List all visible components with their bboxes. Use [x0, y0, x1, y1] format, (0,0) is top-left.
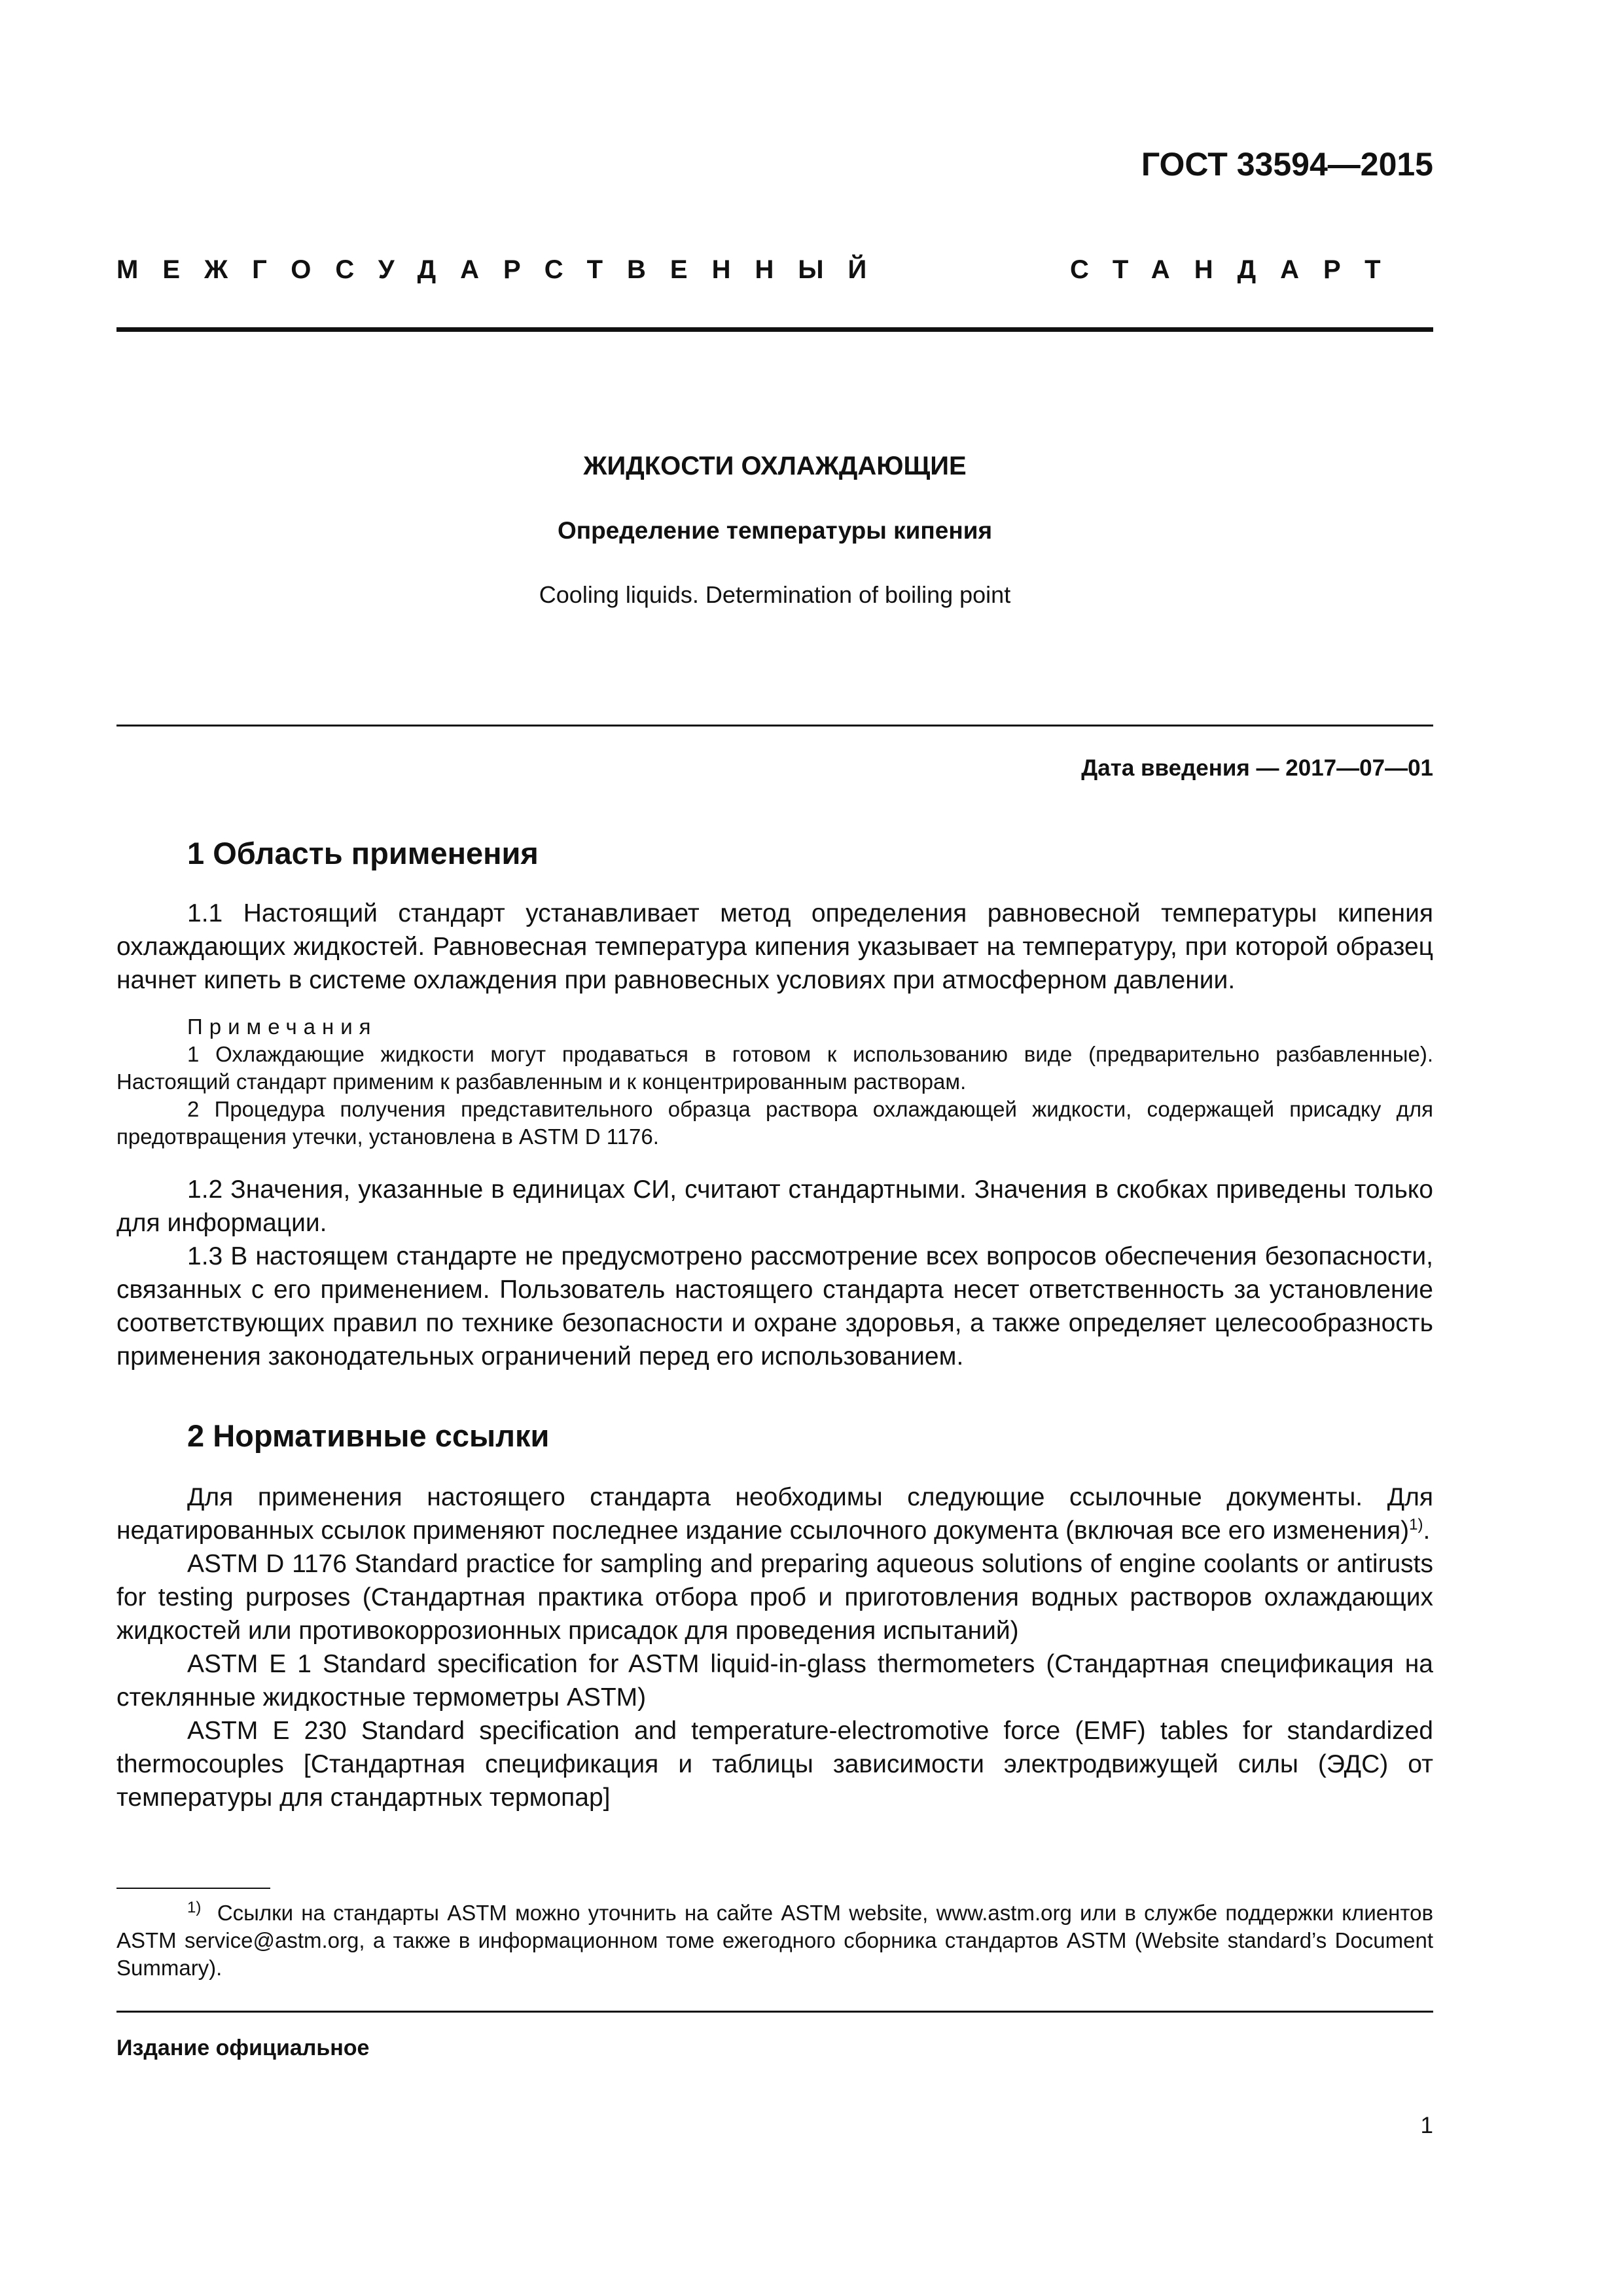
page-number: 1	[1420, 2113, 1433, 2138]
standard-type-word-2: СТАНДАРТ	[1070, 255, 1405, 284]
note-2: 2 Процедура получения представительного образца раствора охлаждающей жидкости, содержащей присадку для предотвращения утечки, установлена в ASTM D 1176.	[116, 1097, 1433, 1149]
paragraph-1-3: 1.3 В настоящем стандарте не предусмотрено рассмотрение всех вопросов обеспечения безопасности, связанных с его применением. Пользователь настоящего стандарта несет ответственность за установление соответствующих правил по технике безопасности и охране здоровья, а также определяет целесообразность применения законодательных ограничений перед его использованием.	[116, 1242, 1433, 1371]
footnote-reference: 1)	[1409, 1516, 1423, 1534]
reference-astm-e-230: ASTM E 230 Standard specification and temperature-electromotive force (EMF) tables for standardized thermocouples [Стандартная спецификация и таблицы зависимости электродвижущей силы (ЭДС) от температуры для стандартных термопар]	[116, 1717, 1433, 1812]
introduction-date: Дата введения — 2017—07—01	[1081, 755, 1433, 781]
paragraph-1-2: 1.2 Значения, указанные в единицах СИ, считают стандартными. Значения в скобках приведены только для информации.	[116, 1175, 1433, 1237]
section-2-content	[116, 1480, 1433, 1814]
document-subtitle: Определение температуры кипения	[557, 517, 993, 544]
paragraph-1-1: 1.1 Настоящий стандарт устанавливает метод определения равновесной температуры кипения охлаждающих жидкостей. Равновесная температура кипения указывает на температуру, при которой образец начнет кипеть в системе охлаждения при равновесных условиях при атмосферном давлении.	[116, 899, 1433, 994]
section-1-content-continued	[116, 1173, 1433, 1373]
standard-type-word-1: МЕЖГОСУДАРСТВЕННЫЙ	[116, 255, 891, 284]
section-1-content	[116, 897, 1433, 997]
footnote-text: Ссылки на стандарты ASTM можно уточнить на сайте ASTM website, www.astm.org или в службе поддержки клиентов ASTM service@astm.org, а также в информационном томе ежегодного сборника стандартов ASTM (Website standard’s Document Summary).	[116, 1901, 1433, 1980]
notes-label: Примечания	[187, 1014, 378, 1039]
footer-rule	[116, 2011, 1433, 2013]
footnote-mark: 1)	[187, 1899, 202, 1916]
intro-text: Для применения настоящего стандарта необходимы следующие ссылочные документы. Для недатированных ссылок применяют последнее издание ссылочного документа (включая все его изменения)	[116, 1483, 1433, 1545]
official-edition-label: Издание официальное	[116, 2036, 370, 2060]
notes-block	[116, 1013, 1433, 1151]
reference-astm-e-1: ASTM E 1 Standard specification for ASTM liquid-in-glass thermometers (Стандартная спецификация на стеклянные жидкостные термометры ASTM)	[116, 1650, 1433, 1712]
intro-end: .	[1423, 1516, 1431, 1545]
header-rule	[116, 327, 1433, 332]
section-1-heading: 1 Область применения	[187, 836, 539, 870]
gost-number: ГОСТ 33594—2015	[1141, 146, 1433, 183]
footnote-separator	[116, 1888, 270, 1889]
footnote	[116, 1899, 1433, 1982]
document-title: ЖИДКОСТИ ОХЛАЖДАЮЩИЕ	[583, 452, 967, 480]
section-2-heading: 2 Нормативные ссылки	[187, 1418, 550, 1453]
document-english-title: Cooling liquids. Determination of boiling point	[539, 581, 1011, 608]
note-1: 1 Охлаждающие жидкости могут продаваться в готовом к использованию виде (предварительно разбавленные). Настоящий стандарт применим к разбавленным и к концентрированным растворам.	[116, 1042, 1433, 1094]
paragraph-2-intro	[116, 1480, 1433, 1547]
title-rule	[116, 725, 1433, 726]
reference-astm-d-1176: ASTM D 1176 Standard practice for sampling and preparing aqueous solutions of engine coolants or antirusts for testing purposes (Стандартная практика отбора проб и приготовления водных растворов охлаждающих жидкостей или противокоррозионных присадок для проведения испытаний)	[116, 1550, 1433, 1645]
